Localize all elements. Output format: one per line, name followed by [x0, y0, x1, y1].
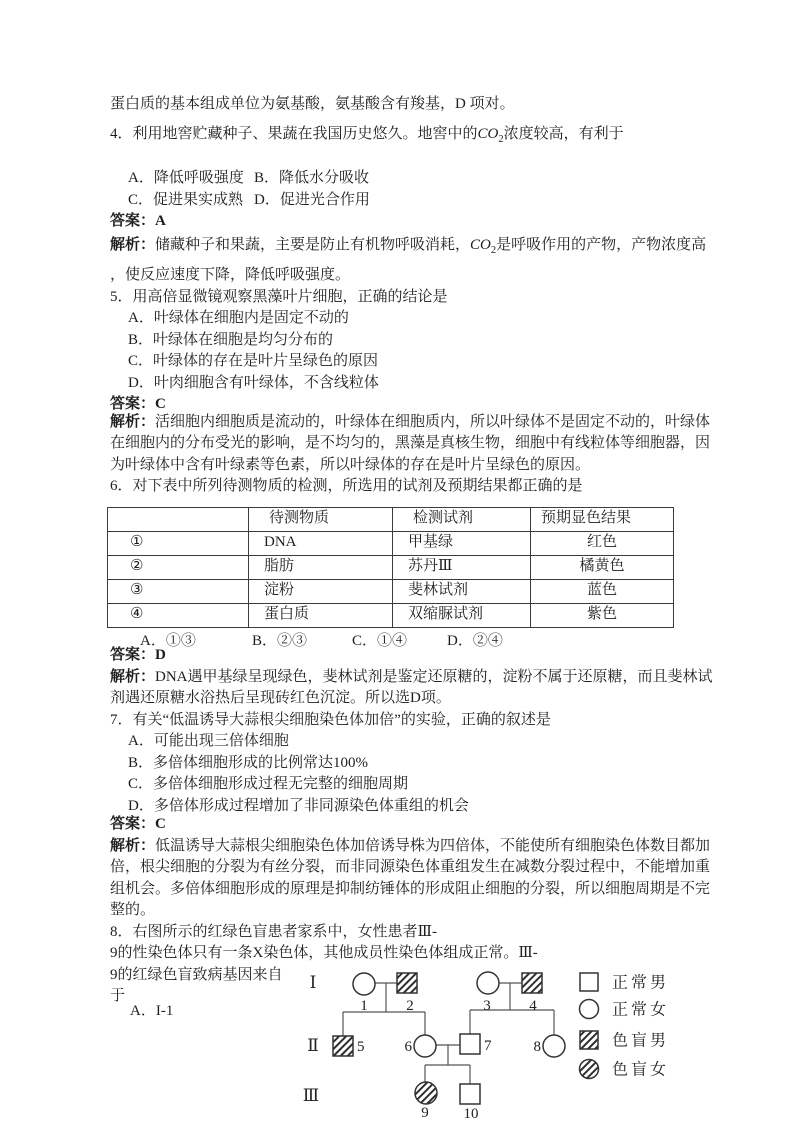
table-row: ③ 淀粉 斐林试剂 蓝色 — [108, 579, 674, 603]
q5-analysis-line-1: 解析：活细胞内细胞质是流动的，叶绿体在细胞质内，所以叶绿体不是固定不动的，叶绿体 — [110, 413, 711, 430]
answer-label: 答案： — [110, 647, 156, 663]
q4-stem-post: 浓度较高，有利于 — [503, 125, 624, 142]
legend-label: 正常女 — [612, 1001, 670, 1019]
pedigree-individual-II-6 — [414, 1035, 436, 1057]
legend-affected-square-symbol — [580, 1031, 598, 1049]
q8-option-a: A．I-1 — [130, 1002, 174, 1019]
question-5-stem: 5．用高倍显微镜观察黑藻叶片细胞，正确的结论是 — [110, 288, 448, 305]
q4-options-row-1 — [110, 168, 720, 190]
pedigree-number-I-2: 2 — [406, 998, 414, 1014]
answer-label: 答案： — [110, 816, 156, 832]
q4-option-b: B．降低水分吸收 — [254, 170, 370, 186]
q4-analysis-line-1: 解析：储藏种子和果蔬，主要是防止有机物呼吸消耗，$CO_2$是呼吸作用的产物，产物浓度高 — [110, 236, 707, 256]
pedigree-number-II-7: 7 — [484, 1038, 492, 1054]
q4-answer — [110, 211, 720, 233]
table-header-row — [108, 507, 674, 531]
answer-label: 答案： — [110, 396, 156, 412]
q5-analysis-line-3: 为叶绿体中含有叶绿素等色素，所以叶绿体的存在是叶片呈绿色的原因。 — [110, 456, 591, 473]
q4-analysis-line-2: ，使反应速度下降，降低呼吸强度。 — [110, 267, 351, 283]
q7-analysis-line-1: 解析：低温诱导大蒜根尖细胞染色体加倍诱导株为四倍体，不能使所有细胞染色体数目都加 — [110, 837, 711, 854]
q4-option-a: A．降低呼吸强度 — [128, 170, 244, 186]
pedigree-number-III-10: 10 — [463, 1106, 479, 1122]
legend-label: 色盲女 — [612, 1061, 670, 1079]
legend-affected-circle-symbol — [580, 1060, 599, 1079]
q4-answer-value: A — [155, 213, 166, 229]
analysis-label: 解析： — [110, 236, 156, 253]
pedigree-number-I-3: 3 — [483, 998, 491, 1014]
q5-option-a: A．叶绿体在细胞内是固定不动的 — [128, 310, 349, 326]
analysis-label: 解析： — [110, 413, 156, 430]
pedigree-number-II-5: 5 — [357, 1039, 365, 1055]
table-header-blank — [108, 507, 249, 531]
q7-answer — [110, 814, 720, 836]
detection-table — [107, 507, 674, 628]
q6-answer-value: D — [155, 647, 166, 663]
q4-option-d: D．促进光合作用 — [254, 191, 370, 208]
co2-formula: CO — [470, 236, 491, 253]
pedigree-individual-II-5 — [333, 1036, 353, 1056]
q7-answer-value: C — [155, 816, 166, 832]
q6-option-c: C．①④ — [352, 632, 408, 649]
table-header-substance: 待测物质 — [249, 507, 393, 531]
question-8-line-2: 9的性染色体只有一条X染色体，其他成员性染色体组成正常。Ⅲ- — [110, 945, 538, 961]
q4-option-c: C．促进果实成熟 — [128, 191, 244, 208]
q6-option-d: D．②④ — [447, 632, 503, 649]
q6-analysis-line-2: 剂遇还原糖水浴热后呈现砖红色沉淀。所以选D项。 — [110, 690, 451, 706]
pedigree-generation-label-2: Ⅱ — [307, 1036, 319, 1055]
answer-label: 答案： — [110, 213, 156, 229]
q6-analysis-line-1: 解析：DNA遇甲基绿呈现绿色，斐林试剂是鉴定还原糖的，淀粉不属于还原糖，而且斐林试 — [110, 668, 713, 685]
q3-analysis-tail: 蛋白质的基本组成单位为氨基酸，氨基酸含有羧基，D 项对。 — [110, 96, 515, 112]
question-7-stem: 7．有关“低温诱导大蒜根尖细胞染色体加倍”的实验，正确的叙述是 — [110, 711, 551, 728]
q7-analysis-line-4: 整的。 — [110, 902, 156, 918]
question-8-line-3: 9的红绿色盲致病基因来自 — [110, 966, 283, 983]
analysis-label: 解析： — [110, 668, 156, 685]
pedigree-individual-II-8 — [543, 1035, 565, 1057]
question-4-stem — [110, 124, 720, 146]
q5-option-d: D．叶肉细胞含有叶绿体，不含线粒体 — [128, 374, 379, 391]
q7-analysis-line-2: 倍，根尖细胞的分裂为有丝分裂，而非同源染色体重组发生在减数分裂过程中，不能增加重 — [110, 859, 711, 875]
q6-option-b: B．②③ — [252, 632, 308, 649]
q4-stem-pre: 4．利用地窖贮藏种子、果蔬在我国历史悠久。地窖中的 — [110, 125, 478, 142]
pedigree-generation-label-1: Ⅰ — [309, 973, 317, 992]
exam-content — [110, 94, 720, 1022]
pedigree-generation-label-3: Ⅲ — [302, 1086, 320, 1105]
table-header-result: 预期显色结果 — [531, 507, 674, 531]
q5-analysis-line-2: 在细胞内的分布受光的影响，是不均匀的，黑藻是真核生物，细胞中有线粒体等细胞器，因 — [110, 435, 711, 451]
co2-subscript: 2 — [490, 244, 497, 256]
question-6-stem: 6．对下表中所列待测物质的检测，所选用的试剂及预期结果都正确的是 — [110, 478, 583, 494]
analysis-label: 解析： — [110, 837, 156, 854]
q5-answer-value: C — [155, 396, 166, 412]
pedigree-number-I-1: 1 — [360, 998, 368, 1014]
pedigree-number-III-9: 9 — [421, 1105, 429, 1121]
pedigree-individual-III-10 — [460, 1084, 480, 1104]
pedigree-number-II-8: 8 — [533, 1039, 541, 1055]
pedigree-number-I-4: 4 — [529, 998, 537, 1014]
question-8-line-1: 8．右图所示的红绿色盲患者家系中，女性患者Ⅲ- — [110, 923, 437, 940]
legend-label: 色盲男 — [612, 1032, 670, 1050]
question-8-line-4: 于 — [110, 988, 126, 1004]
table-row: ② 脂肪 苏丹Ⅲ 橘黄色 — [108, 555, 674, 579]
q4-options-row-2 — [110, 190, 720, 212]
legend-label: 正常男 — [612, 974, 670, 992]
q5-option-b: B．叶绿体在细胞是均匀分布的 — [128, 331, 334, 348]
q7-option-d: D．多倍体形成过程增加了非同源染色体重组的机会 — [128, 797, 469, 814]
pedigree-number-II-6: 6 — [404, 1039, 412, 1055]
pedigree-individual-III-9 — [415, 1082, 437, 1104]
pedigree-individual-II-7 — [460, 1034, 480, 1054]
q7-analysis-line-3: 组机会。多倍体细胞形成的原理是抑制纺锤体的形成阻止细胞的分裂，所以细胞周期是不完 — [110, 880, 711, 897]
table-row: ④ 蛋白质 双缩脲试剂 紫色 — [108, 603, 674, 627]
table-row: ① DNA 甲基绿 红色 — [108, 531, 674, 555]
co2-formula: CO — [477, 125, 499, 142]
q5-option-c: C．叶绿体的存在是叶片呈绿色的原因 — [128, 353, 379, 369]
q7-option-b: B．多倍体细胞形成的比例常达100% — [128, 754, 369, 771]
q7-option-c: C．多倍体细胞形成过程无完整的细胞周期 — [128, 776, 409, 792]
q7-option-a: A．可能出现三倍体细胞 — [128, 733, 289, 749]
table-header-reagent: 检测试剂 — [393, 507, 531, 531]
q6-option-a: A．①③ — [140, 632, 196, 649]
co2-subscript: 2 — [498, 133, 504, 145]
